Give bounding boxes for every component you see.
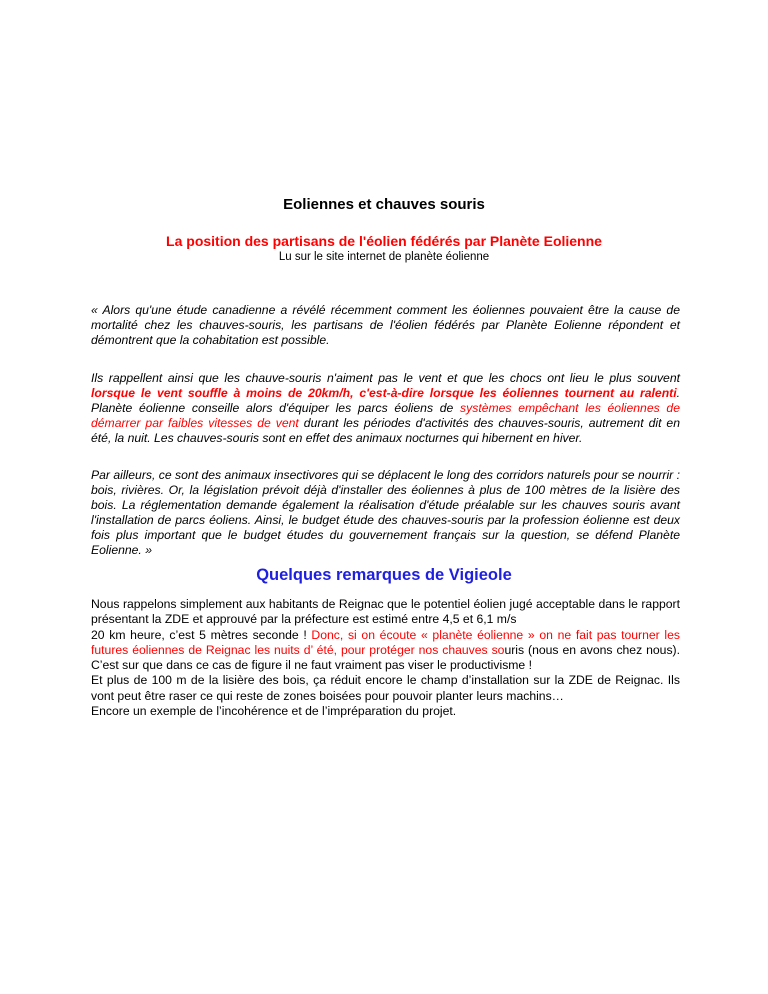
source-line: Lu sur le site internet de planète éolienne [278, 251, 490, 263]
remarks-line: Encore un exemple de l’incohérence et de l’impréparation du projet. [91, 704, 457, 719]
quote-text: . Planète éolienne conseille alors d'équiper les parcs éoliens de [91, 386, 680, 415]
remarks-body [91, 597, 680, 719]
quote-paragraph-3: Par ailleurs, ce sont des animaux insectivores qui se déplacent le long des corridors naturels pour se nourrir : bois, rivières. Or, la législation prévoit déjà d'installer des éoliennes à plus de 100 mètres de la lisière des bois. La réglementation demande également la réalisation d'étude préalable sur les chauves souris avant l'installation de parcs éoliens. Ainsi, le budget étude des chauves-souris par la profession éolienne est deux fois plus important que le budget études du gouvernement français sur la question, se défend Planète Eolienne. » [91, 468, 680, 557]
quote-text: Ils rappellent ainsi que les chauve-souris n'aiment pas le vent et que les chocs ont lieu le plus souvent [91, 371, 680, 385]
highlight-text: Donc, si on écoute « planète éolienne » on ne fait pas tourner les futures éoliennes de Reignac les nuits d’ été, pour protéger nos chauves so [91, 627, 680, 657]
remarks-line: Nous rappelons simplement aux habitants de Reignac que le potentiel éolien jugé acceptable dans le rapport présentant la ZDE et approuvé par la préfecture est estimé entre 4,5 et 6,1 m/s [91, 597, 680, 627]
quote-text: durant les périodes d'activités des chauves-souris, autrement dit en été, la nuit. Les chauves-souris sont en effet des animaux nocturnes qui hibernent en hiver. [91, 416, 680, 445]
remarks-text: uris (nous en avons chez nous). C’est sur que dans ce cas de figure il ne faut vraiment pas viser le productivisme ! [91, 642, 681, 673]
remarks-line: Et plus de 100 m de la lisière des bois, ça réduit encore le champ d’installation sur la ZDE de Reignac. Ils vont peut être raser ce qui reste de zones boisées pour pouvoir planter leurs machins… [91, 673, 680, 703]
highlight-text: lorsque le vent souffle à moins de 20km/h, c'est-à-dire lorsque les éoliennes tournent au ralenti [91, 386, 677, 400]
document-title: Eoliennes et chauves souris [283, 196, 485, 213]
document-subtitle: La position des partisans de l'éolien fédérés par Planète Eolienne [166, 233, 602, 249]
section-title: Quelques remarques de Vigieole [256, 566, 512, 584]
highlight-text: systèmes empêchant les éoliennes de démarrer par faibles vitesses de vent [91, 401, 680, 430]
remarks-line [91, 628, 680, 674]
quote-paragraph-2 [91, 371, 680, 446]
quote-paragraph-1: « Alors qu'une étude canadienne a révélé récemment comment les éoliennes pouvaient être la cause de mortalité chez les chauves-souris, les partisans de l'éolien fédérés par Planète Eolienne répondent et démontrent que la cohabitation est possible. [91, 303, 680, 347]
remarks-text: 20 km heure, c’est 5 mètres seconde ! [91, 627, 312, 642]
